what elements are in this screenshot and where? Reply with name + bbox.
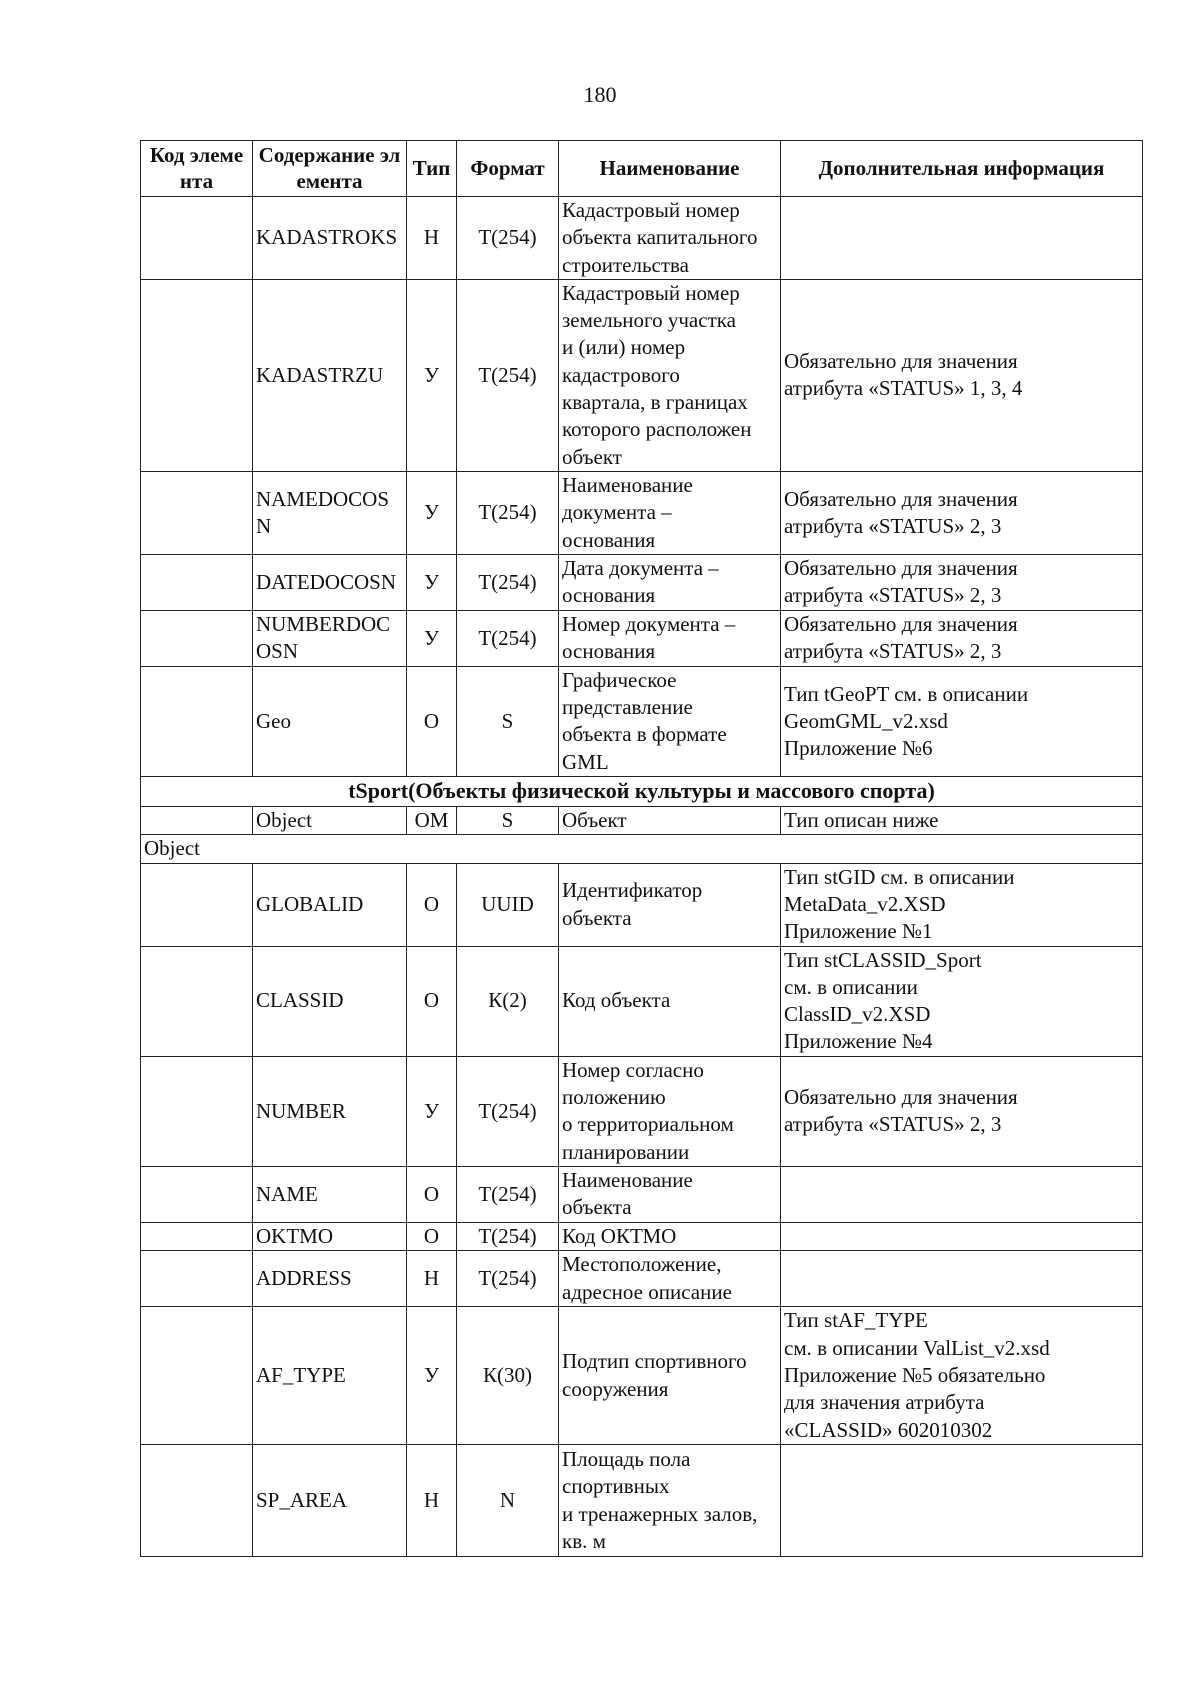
info-cell: Тип описан ниже — [781, 807, 1143, 835]
content-cell: Object — [253, 807, 407, 835]
name-cell: Кадастровый номер объекта капитального строительства — [559, 197, 781, 280]
type-cell: У — [407, 1307, 457, 1445]
code-cell — [141, 1251, 253, 1307]
type-cell: ОМ — [407, 807, 457, 835]
code-cell — [141, 1445, 253, 1557]
name-cell: Номер согласно положению о территориальном планировании — [559, 1056, 781, 1166]
attribute-table — [140, 140, 1143, 1557]
table-row — [141, 1307, 1143, 1445]
header-format: Формат — [457, 141, 559, 197]
object-label: Object — [141, 835, 1143, 863]
code-cell — [141, 279, 253, 471]
name-cell: Дата документа – основания — [559, 554, 781, 610]
code-cell — [141, 666, 253, 776]
type-cell: О — [407, 1166, 457, 1222]
code-cell — [141, 554, 253, 610]
object-row — [141, 807, 1143, 835]
format-cell: К(30) — [457, 1307, 559, 1445]
type-cell: О — [407, 863, 457, 946]
type-cell: О — [407, 1222, 457, 1250]
format-cell: Т(254) — [457, 279, 559, 471]
table-row — [141, 863, 1143, 946]
type-cell: У — [407, 610, 457, 666]
code-cell — [141, 610, 253, 666]
content-cell: NUMBERDOCOSN — [253, 610, 407, 666]
content-cell: GLOBALID — [253, 863, 407, 946]
code-cell — [141, 1307, 253, 1445]
table-row — [141, 666, 1143, 776]
info-cell: Обязательно для значения атрибута «STATUS» 2, 3 — [781, 1056, 1143, 1166]
content-cell: KADASTROKS — [253, 197, 407, 280]
info-cell: Тип stGID см. в описании MetaData_v2.XSD Приложение №1 — [781, 863, 1143, 946]
code-cell — [141, 1166, 253, 1222]
format-cell: S — [457, 666, 559, 776]
info-cell: Тип stCLASSID_Sport см. в описании ClassID_v2.XSD Приложение №4 — [781, 946, 1143, 1056]
table-row — [141, 279, 1143, 471]
name-cell: Код объекта — [559, 946, 781, 1056]
name-cell: Код ОКТМО — [559, 1222, 781, 1250]
info-cell — [781, 1222, 1143, 1250]
info-cell: Обязательно для значения атрибута «STATUS» 1, 3, 4 — [781, 279, 1143, 471]
name-cell: Кадастровый номер земельного участка и (или) номер кадастрового квартала, в границах которого расположен объект — [559, 279, 781, 471]
type-cell: Н — [407, 1251, 457, 1307]
content-cell: NAMEDOCOSN — [253, 471, 407, 554]
code-cell — [141, 1222, 253, 1250]
content-cell: NUMBER — [253, 1056, 407, 1166]
format-cell: Т(254) — [457, 1222, 559, 1250]
table-row — [141, 1056, 1143, 1166]
content-cell: DATEDOCOSN — [253, 554, 407, 610]
info-cell — [781, 1445, 1143, 1557]
name-cell: Подтип спортивного сооружения — [559, 1307, 781, 1445]
header-type: Тип — [407, 141, 457, 197]
content-cell: AF_TYPE — [253, 1307, 407, 1445]
header-content: Содержание элемента — [253, 141, 407, 197]
format-cell: Т(254) — [457, 610, 559, 666]
table-row — [141, 1222, 1143, 1250]
type-cell: У — [407, 1056, 457, 1166]
table-row — [141, 610, 1143, 666]
table-row — [141, 1251, 1143, 1307]
format-cell: Т(254) — [457, 471, 559, 554]
name-cell: Номер документа – основания — [559, 610, 781, 666]
content-cell: KADASTRZU — [253, 279, 407, 471]
info-cell — [781, 1166, 1143, 1222]
object-label-row — [141, 835, 1143, 863]
header-row — [141, 141, 1143, 197]
section-row — [141, 777, 1143, 807]
type-cell: О — [407, 666, 457, 776]
name-cell: Наименование документа – основания — [559, 471, 781, 554]
format-cell: Т(254) — [457, 554, 559, 610]
info-cell: Обязательно для значения атрибута «STATUS» 2, 3 — [781, 471, 1143, 554]
table-row — [141, 1166, 1143, 1222]
format-cell: К(2) — [457, 946, 559, 1056]
code-cell — [141, 807, 253, 835]
type-cell: У — [407, 279, 457, 471]
format-cell: UUID — [457, 863, 559, 946]
table-row — [141, 197, 1143, 280]
name-cell: Местоположение, адресное описание — [559, 1251, 781, 1307]
type-cell: Н — [407, 1445, 457, 1557]
format-cell: S — [457, 807, 559, 835]
table-row — [141, 554, 1143, 610]
type-cell: О — [407, 946, 457, 1056]
info-cell: Тип stAF_TYPE см. в описании ValList_v2.xsd Приложение №5 обязательно для значения атрибута «CLASSID» 602010302 — [781, 1307, 1143, 1445]
content-cell: OKTMO — [253, 1222, 407, 1250]
section-title: tSport(Объекты физической культуры и массового спорта) — [141, 777, 1143, 807]
table-row — [141, 1445, 1143, 1557]
info-cell: Тип tGeoPT см. в описании GeomGML_v2.xsd Приложение №6 — [781, 666, 1143, 776]
name-cell: Объект — [559, 807, 781, 835]
format-cell: Т(254) — [457, 1166, 559, 1222]
content-cell: ADDRESS — [253, 1251, 407, 1307]
page-number: 180 — [583, 82, 617, 107]
format-cell: Т(254) — [457, 197, 559, 280]
name-cell: Идентификатор объекта — [559, 863, 781, 946]
name-cell: Наименование объекта — [559, 1166, 781, 1222]
info-cell: Обязательно для значения атрибута «STATUS» 2, 3 — [781, 610, 1143, 666]
type-cell: Н — [407, 197, 457, 280]
code-cell — [141, 1056, 253, 1166]
format-cell: Т(254) — [457, 1056, 559, 1166]
content-cell: SP_AREA — [253, 1445, 407, 1557]
name-cell: Графическое представление объекта в формате GML — [559, 666, 781, 776]
table-row — [141, 471, 1143, 554]
code-cell — [141, 471, 253, 554]
code-cell — [141, 197, 253, 280]
code-cell — [141, 863, 253, 946]
format-cell: N — [457, 1445, 559, 1557]
content-cell: Geo — [253, 666, 407, 776]
header-info: Дополнительная информация — [781, 141, 1143, 197]
header-code: Код элемента — [141, 141, 253, 197]
table-row — [141, 946, 1143, 1056]
info-cell: Обязательно для значения атрибута «STATUS» 2, 3 — [781, 554, 1143, 610]
name-cell: Площадь пола спортивных и тренажерных залов, кв. м — [559, 1445, 781, 1557]
header-name: Наименование — [559, 141, 781, 197]
code-cell — [141, 946, 253, 1056]
format-cell: Т(254) — [457, 1251, 559, 1307]
type-cell: У — [407, 554, 457, 610]
content-cell: CLASSID — [253, 946, 407, 1056]
content-cell: NAME — [253, 1166, 407, 1222]
info-cell — [781, 197, 1143, 280]
type-cell: У — [407, 471, 457, 554]
info-cell — [781, 1251, 1143, 1307]
